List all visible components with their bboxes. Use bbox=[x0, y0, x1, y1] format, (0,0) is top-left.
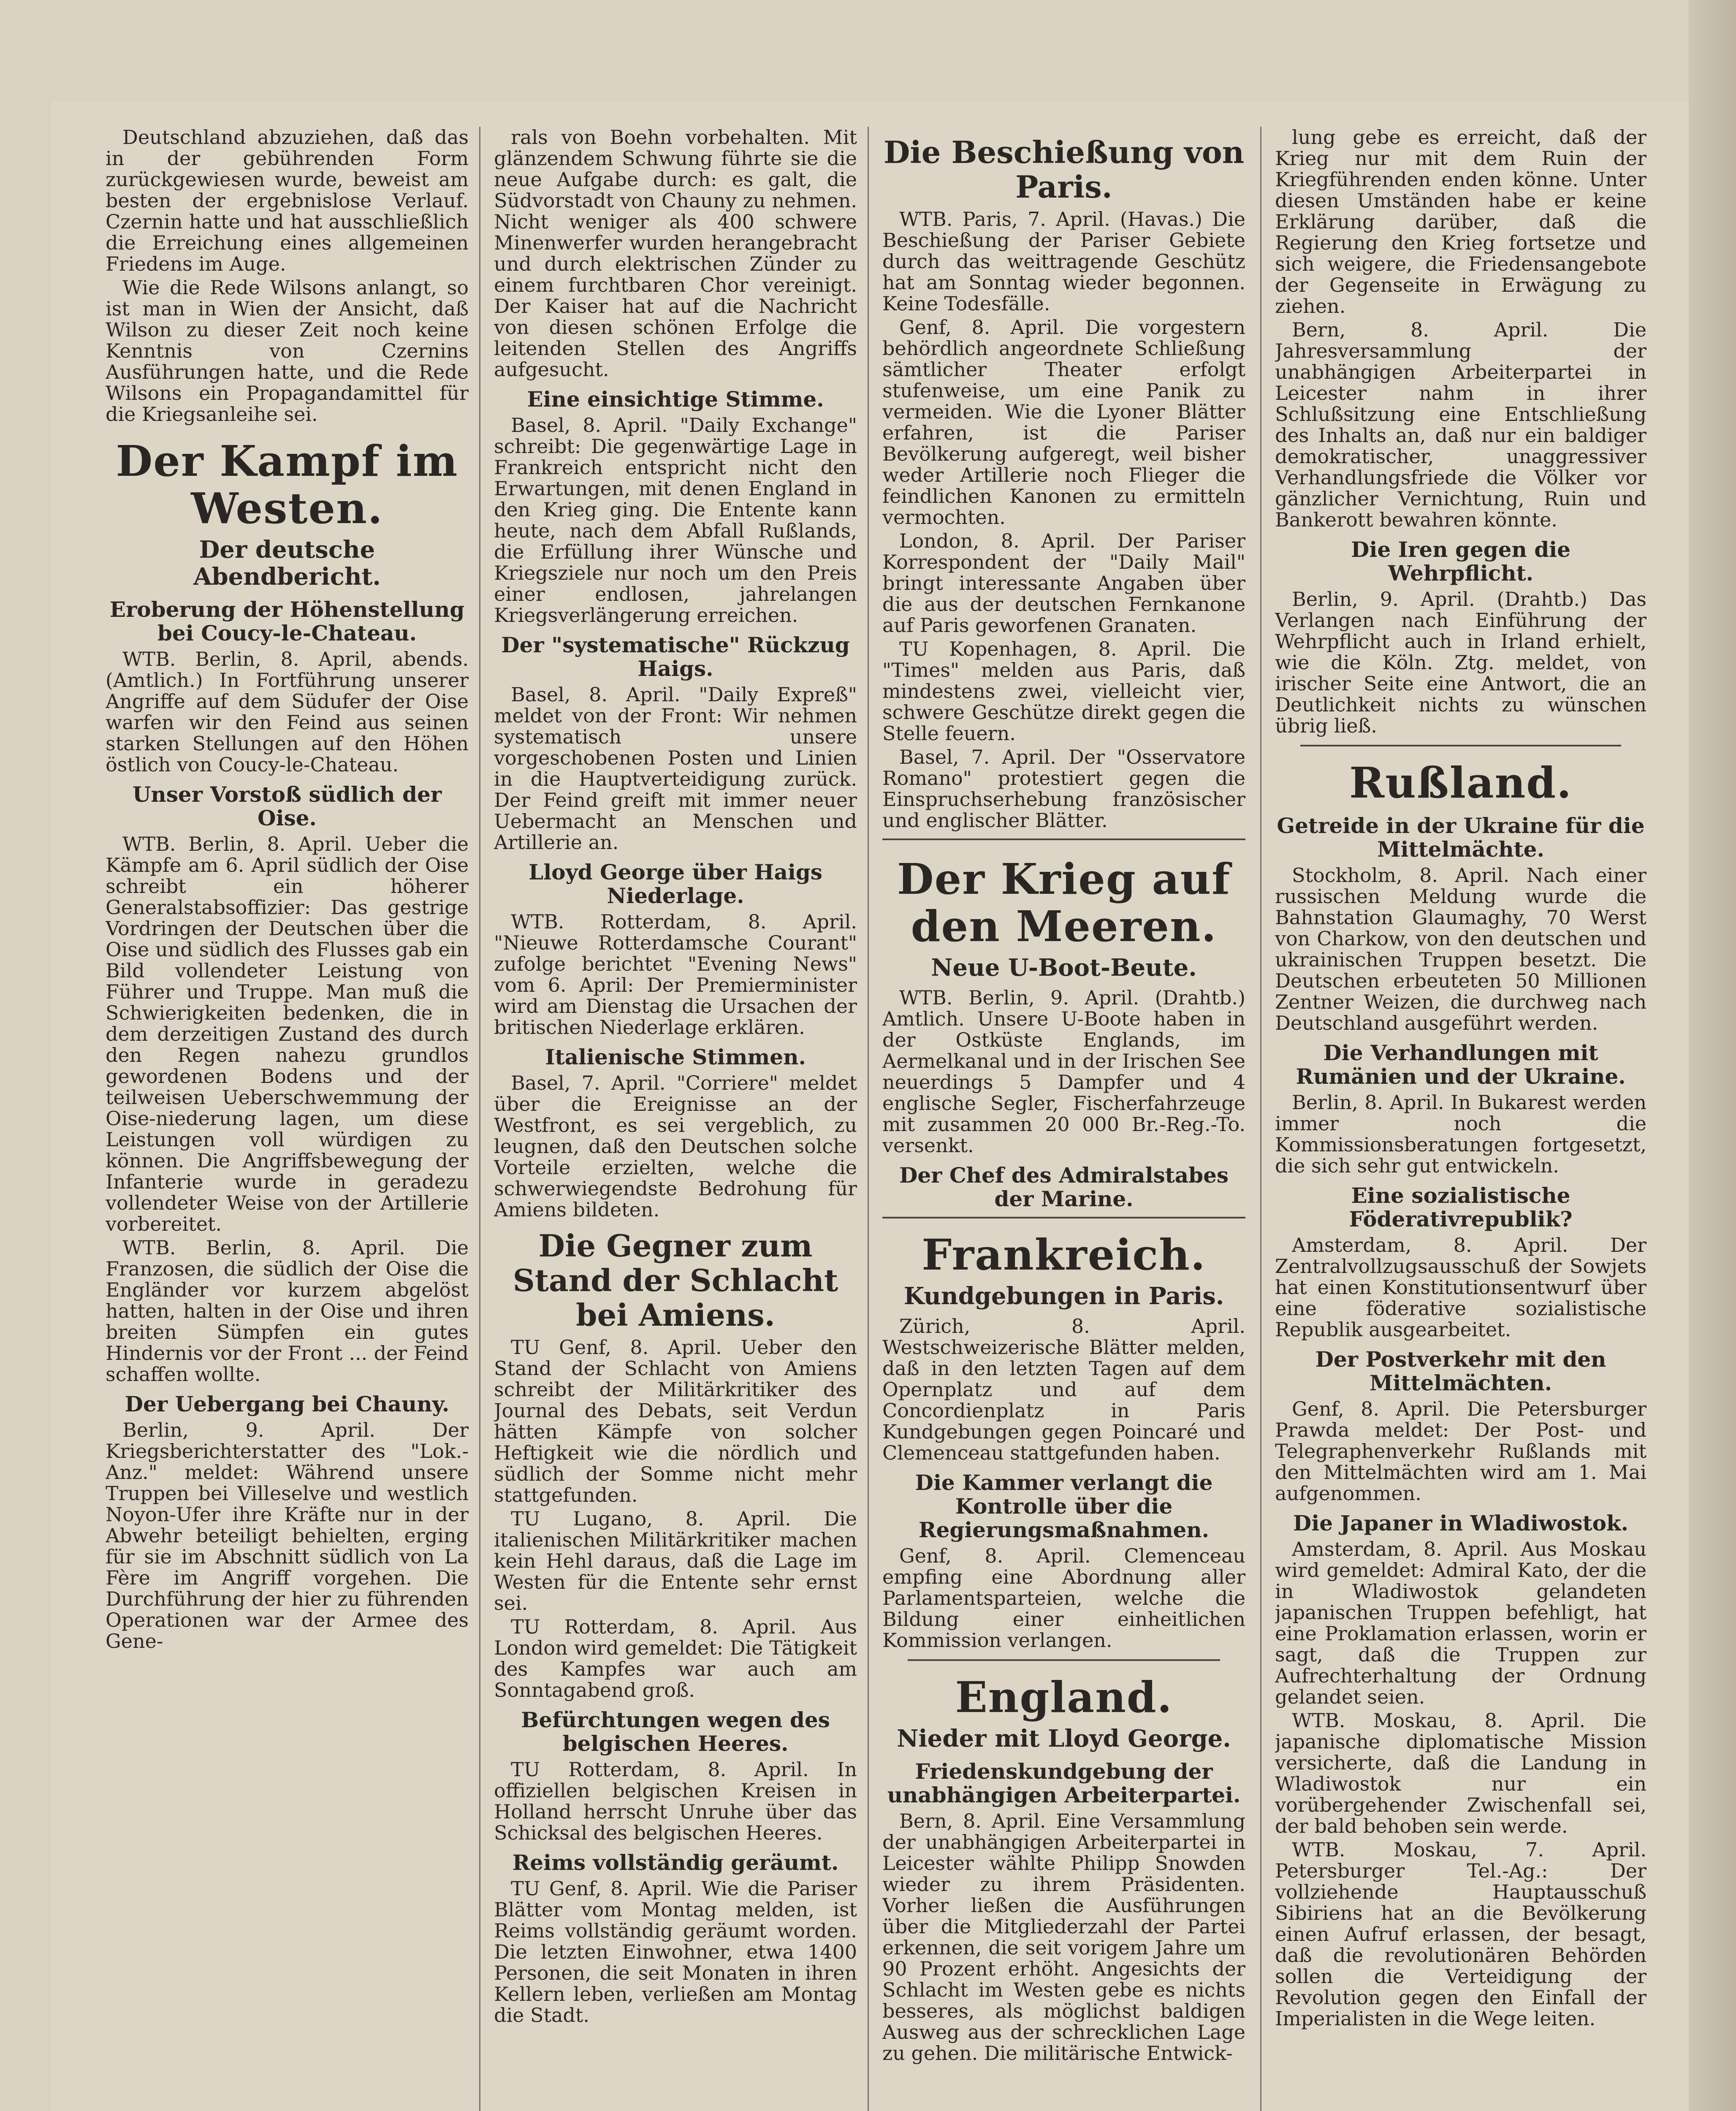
article-headline: Befürchtungen wegen des belgischen Heeres. bbox=[521, 1707, 830, 1756]
article-text: Berlin, 9. April. (Drahtb.) Das Verlangen nach Einführung der Wehrpflicht auch in Irland erhielt, wie die Köln. Ztg. meldet, von irischer Seite eine Antwort, die an Deutlichkeit nichts zu wünschen übrig ließ. bbox=[1275, 588, 1646, 737]
article-text: Genf, 8. April. Clemenceau empfing eine Abordnung aller Parlamentsparteien, welche die Bildung einer einheitlichen Kommission verlangen. bbox=[882, 1544, 1245, 1652]
article-text: Basel, 8. April. "Daily Expreß" meldet von der Front: Wir nehmen systematisch unsere vorgeschobenen Posten und Linien in die Hauptverteidigung zurück. Der Feind greift mit immer neuer Uebermacht an Menschen und Artillerie an. bbox=[494, 683, 857, 854]
article-text: TU Rotterdam, 8. April. In offiziellen belgischen Kreisen in Holland herrscht Unruhe über das Schicksal des belgischen Heeres. bbox=[494, 1758, 857, 1844]
article-headline: Der Uebergang bei Chauny. bbox=[125, 1392, 450, 1416]
article-text: WTB. Paris, 7. April. (Havas.) Die Beschießung der Pariser Gebiete durch das weittragende Geschütz hat am Sonntag wieder begonnen. Keine Todesfälle. bbox=[882, 208, 1245, 315]
column-rule bbox=[868, 127, 869, 2111]
article-headline: Der "systematische" Rückzug Haigs. bbox=[501, 632, 850, 681]
column-1 bbox=[106, 127, 469, 2111]
section-title: Frankreich. bbox=[922, 1230, 1206, 1280]
article-text: Berlin, 8. April. In Bukarest werden immer noch die Kommissionsberatungen fortgesetzt, die sich sehr gut entwickeln. bbox=[1275, 1091, 1646, 1177]
article-text: Bern, 8. April. Eine Versammlung der unabhängigen Arbeiterpartei in Leicester wählte Philipp Snowden wieder zu ihrem Präsidenten. Vorher ließen die Ausführungen über die Mitgliederzahl der Partei erkennen, die seit vorigem Jahre um 90 Prozent erhöht. Angesichts der Schlacht im Westen gebe es nichts besseres, als möglichst baldigen Ausweg aus der schrecklichen Lage zu gehen. Die militärische Entwick- bbox=[882, 1810, 1245, 2065]
article-text: Amsterdam, 8. April. Der Zentralvollzugsausschuß der Sowjets hat einen Konstitutionsentwurf über eine föderative sozialistische Republik ausgearbeitet. bbox=[1275, 1234, 1646, 1341]
article-headline: Lloyd George über Haigs Niederlage. bbox=[529, 860, 822, 908]
section-title: Der Kampf im Westen. bbox=[116, 436, 458, 533]
article-text: Deutschland abzuziehen, daß das in der gebührenden Form zurückgewiesen wurde, beweist am besten der ergebnislose Verlauf. Czernin hatte und hat ausschließlich die Erreichung eines allgemeinen Friedens im Auge. bbox=[106, 127, 469, 275]
column-4 bbox=[1275, 127, 1646, 2111]
section-subtitle: Der deutsche Abendbericht. bbox=[193, 536, 381, 591]
article-text: WTB. Berlin, 8. April, abends. (Amtlich.) In Fortführung unserer Angriffe auf dem Südufer der Oise warfen wir den Feind aus seinen starken Stellungen auf den Höhen östlich von Coucy-le-Chateau. bbox=[106, 648, 469, 776]
article-text: WTB. Rotterdam, 8. April. "Nieuwe Rotterdamsche Courant" zufolge berichtet "Evening News" vom 6. April: Der Premierminister wird am Dienstag die Ursachen der britischen Niederlage erklären. bbox=[494, 910, 857, 1039]
article-text: WTB. Moskau, 8. April. Die japanische diplomatische Mission versicherte, daß die Landung in Wladiwostok nur ein vorübergehender Zwischenfall sei, der bald behoben sein werde. bbox=[1275, 1709, 1646, 1837]
article-text: Basel, 7. April. Der "Osservatore Romano" protestiert gegen die Einspruchserhebung französischer und englischer Blätter. bbox=[882, 746, 1245, 832]
article-headline: Getreide in der Ukraine für die Mittelmächte. bbox=[1277, 813, 1645, 862]
article-headline: Eroberung der Höhenstellung bei Coucy-le-Chateau. bbox=[109, 597, 465, 646]
article-headline: Eine einsichtige Stimme. bbox=[527, 387, 824, 412]
article-headline: Unser Vorstoß südlich der Oise. bbox=[132, 782, 442, 830]
article-text: Zürich, 8. April. Westschweizerische Blätter melden, daß in den letzten Tagen auf dem Opernplatz und auf dem Concordienplatz in Paris Kundgebungen gegen Poincaré und Clemenceau stattgefunden haben. bbox=[882, 1315, 1245, 1464]
section-title: England. bbox=[955, 1672, 1173, 1722]
section-subtitle: Kundgebungen in Paris. bbox=[903, 1282, 1224, 1310]
article-headline: Die Kammer verlangt die Kontrolle über die Regierungsmaßnahmen. bbox=[915, 1470, 1213, 1542]
article-text: Stockholm, 8. April. Nach einer russischen Meldung wurde die Bahnstation Glaumaghy, 70 Werst von Charkow, von den deutschen und ukrainischen Truppen besetzt. Die Deutschen erbeuteten 50 Millionen Zentner Weizen, die durchweg nach Deutschland ausgeführt werden. bbox=[1275, 864, 1646, 1034]
article-text: WTB. Berlin, 9. April. (Drahtb.) Amtlich. Unsere U-Boote haben in der Ostküste Englands, im Aermelkanal und in der Irischen See neuerdings 5 Dampfer und 4 englische Segler, Fischerfahrzeuge mit zusammen 20 000 Br.-Reg.-To. versenkt. bbox=[882, 986, 1245, 1157]
column-rule bbox=[1260, 127, 1261, 2111]
article-text: Basel, 8. April. "Daily Exchange" schreibt: Die gegenwärtige Lage in Frankreich entspricht nicht den Erwartungen, mit denen England in den Krieg ging. Die Entente kann heute, nach dem Abfall Rußlands, die Erfüllung ihrer Wünsche und Kriegsziele nur noch um den Preis einer endlosen, jahrelangen Kriegsverlängerung erreichen. bbox=[494, 414, 857, 627]
article-headline: Der Postverkehr mit den Mittelmächten. bbox=[1315, 1347, 1606, 1395]
article-headline: Italienische Stimmen. bbox=[545, 1045, 806, 1069]
article-text: TU Genf, 8. April. Wie die Pariser Blätter vom Montag melden, ist Reims vollständig geräumt worden. Die letzten Einwohner, etwa 1400 Personen, die seit Monaten in ihren Kellern leben, verließen am Montag die Stadt. bbox=[494, 1877, 857, 2027]
article-text: TU Kopenhagen, 8. April. Die "Times" melden aus Paris, daß mindestens zwei, vielleicht vier, schwere Geschütze direkt gegen die Stelle feuern. bbox=[882, 638, 1245, 745]
article-text: TU Genf, 8. April. Ueber den Stand der Schlacht von Amiens schreibt der Militärkritiker des Journal des Debats, seit Verdun hätten Kämpfe von solcher Heftigkeit wie die nördlich und südlich der Somme nicht mehr stattgefunden. bbox=[494, 1336, 857, 1506]
divider bbox=[908, 1659, 1220, 1661]
article-text: Berlin, 9. April. Der Kriegsberichterstatter des "Lok.-Anz." meldet: Während unsere Truppen bei Villeselve und westlich Noyon-Ufer ihre Kräfte nur in der Abwehr beteiligt behielten, erging für sie im Abschnitt südlich von La Fère im Angriff vorgehen. Die Durchführung der hier zu führenden Operationen war der Armee des Gene- bbox=[106, 1419, 469, 1652]
article-headline: Die Iren gegen die Wehrpflicht. bbox=[1351, 537, 1571, 586]
section-title: Die Beschießung von Paris. bbox=[883, 134, 1245, 205]
article-text: London, 8. April. Der Pariser Korrespondent der "Daily Mail" bringt interessante Angaben über die aus der deutschen Fernkanone auf Paris geworfenen Granaten. bbox=[882, 529, 1245, 637]
article-headline: Eine sozialistische Föderativrepublik? bbox=[1349, 1183, 1573, 1232]
article-text: WTB. Moskau, 7. April. Petersburger Tel.-Ag.: Der vollziehende Hauptausschuß Sibiriens hat an die Bevölkerung einen Aufruf erlassen, der besagt, daß die revolutionären Behörden sollen die Verteidigung der Revolution gegen den Einfall der Imperialisten in die Wege leiten. bbox=[1275, 1838, 1646, 2030]
article-text: Wie die Rede Wilsons anlangt, so ist man in Wien der Ansicht, daß Wilson zu dieser Zeit noch keine Kenntnis von Czernins Ausführungen hatte, und die Rede Wilsons ein Propagandamittel für die Kriegsanleihe sei. bbox=[106, 276, 469, 426]
article-text: Genf, 8. April. Die vorgestern behördlich angeordnete Schließung sämtlicher Theater erfolgt stufenweise, um eine Panik zu vermeiden. Wie die Lyoner Blätter erfahren, ist die Pariser Bevölkerung aufgeregt, weil bisher weder Artillerie noch Flieger die feindlichen Kanonen zu ermitteln vermochten. bbox=[882, 316, 1245, 529]
page-gutter bbox=[1689, 0, 1736, 2111]
article-text: Amsterdam, 8. April. Aus Moskau wird gemeldet: Admiral Kato, der die in Wladiwostok gelandeten japanischen Truppen befehligt, hat eine Proklamation erlassen, worin er sagt, daß die Truppen zur Aufrechterhaltung der Ordnung gelandet seien. bbox=[1275, 1538, 1646, 1708]
divider bbox=[1300, 745, 1621, 746]
article-text: lung gebe es erreicht, daß der Krieg nur mit dem Ruin der Kriegführenden enden könne. Unter diesen Umständen habe er keine Erklärung darüber, daß die Regierung den Krieg fortsetze und sich weigere, die Friedensangebote der Gegenseite in Erwägung zu ziehen. bbox=[1275, 127, 1646, 317]
article-headline: Reims vollständig geräumt. bbox=[512, 1850, 839, 1875]
article-text: TU Rotterdam, 8. April. Aus London wird gemeldet: Die Tätigkeit des Kampfes war auch am Sonntagabend groß. bbox=[494, 1615, 857, 1701]
column-2 bbox=[494, 127, 857, 2111]
section-subtitle: Neue U-Boot-Beute. bbox=[931, 954, 1197, 982]
naval-war-box bbox=[882, 838, 1245, 1218]
section-title: Rußland. bbox=[1349, 758, 1572, 808]
section-subtitle: Nieder mit Lloyd George. bbox=[897, 1725, 1231, 1753]
article-text: TU Lugano, 8. April. Die italienischen Militärkritiker machen kein Hehl daraus, daß die Lage im Westen für die Entente sehr ernst sei. bbox=[494, 1507, 857, 1614]
article-headline: Friedenskundgebung der unabhängigen Arbeiterpartei. bbox=[887, 1759, 1241, 1807]
article-headline: Die Verhandlungen mit Rumänien und der Ukraine. bbox=[1296, 1040, 1626, 1089]
column-rule bbox=[479, 127, 480, 2111]
section-title: Der Krieg auf den Meeren. bbox=[897, 854, 1231, 951]
article-headline: Die Japaner in Wladiwostok. bbox=[1293, 1511, 1629, 1536]
article-signature: Der Chef des Admiralstabes der Marine. bbox=[899, 1163, 1229, 1211]
article-text: Bern, 8. April. Die Jahresversammlung der unabhängigen Arbeiterpartei in Leicester nahm in ihrer Schlußsitzung eine Entschließung des Inhalts an, daß nur ein baldiger demokratischer, unaggressiver Verhandlungsfriede die Völker vor gänzlicher Vernichtung, Ruin und Bankerott bewahren könnte. bbox=[1275, 318, 1646, 531]
article-text: WTB. Berlin, 8. April. Ueber die Kämpfe am 6. April südlich der Oise schreibt ein höherer Generalstabsoffizier: Das gestrige Vordringen der Deutschen über die Oise und südlich des Flusses gab ein Bild vollendeter Leistung von Führer und Truppe. Man muß die Schwierigkeiten bedenken, die in dem derzeitigen Zustand des durch den Regen nahezu grundlos gewordenen Bodens und der teilweisen Ueberschwemmung der Oise-niederung lagen, um diese Leistungen voll würdigen zu können. Die Angriffsbewegung der Infanterie wurde in geradezu vollendeter Weise von der Artillerie vorbereitet. bbox=[106, 833, 469, 1235]
column-3 bbox=[882, 127, 1245, 2111]
article-text: Basel, 7. April. "Corriere" meldet über die Ereignisse an der Westfront, es sei vergeblich, zu leugnen, daß den Deutschen solche Vorteile erzielten, welche die schwerwiegendste Bedrohung für Amiens bildeten. bbox=[494, 1072, 857, 1221]
article-text: rals von Boehn vorbehalten. Mit glänzendem Schwung führte sie die neue Aufgabe durch: es galt, die Südvorstadt von Chauny zu nehmen. Nicht weniger als 400 schwere Minenwerfer wurden herangebracht und durch elektrischen Zünder zu einem furchtbaren Chor vereinigt. Der Kaiser hat auf die Nachricht von diesen schönen Erfolge die leitenden Stellen des Angriffs aufgesucht. bbox=[494, 127, 857, 381]
section-title: Die Gegner zum Stand der Schlacht bei Amiens. bbox=[513, 1228, 838, 1333]
article-text: WTB. Berlin, 8. April. Die Franzosen, die südlich der Oise die Engländer vor kurzem abgelöst hatten, halten in der Oise und ihren breiten Sümpfen ein gutes Hindernis vor der Front ... der Feind schaffen wollte. bbox=[106, 1236, 469, 1386]
article-text: Genf, 8. April. Die Petersburger Prawda meldet: Der Post- und Telegraphenverkehr Rußlands mit den Mittelmächten wird am 1. Mai aufgenommen. bbox=[1275, 1397, 1646, 1505]
